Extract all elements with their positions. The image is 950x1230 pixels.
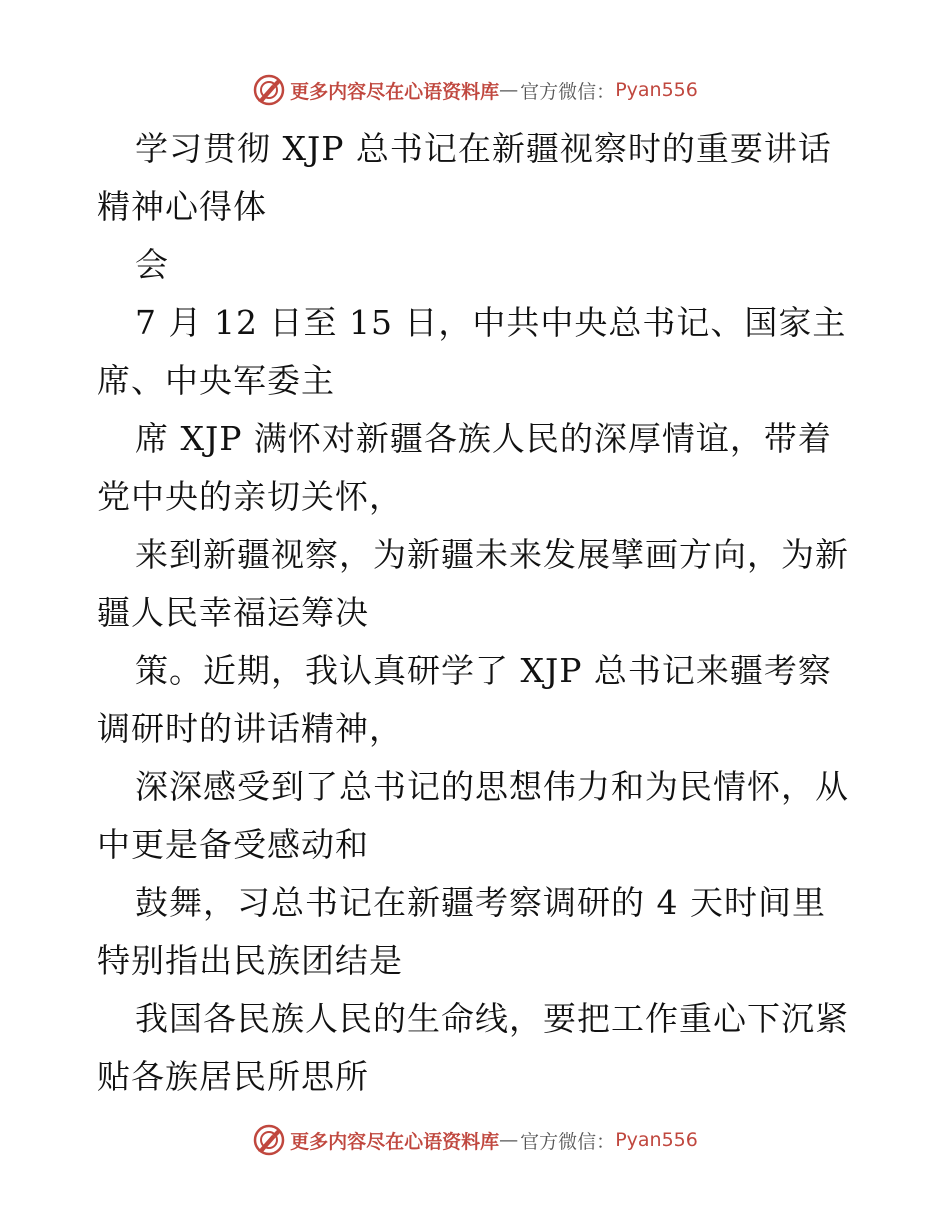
- body-line: 党中央的亲切关怀，: [97, 477, 403, 516]
- body-line: 鼓舞，习总书记在新疆考察调研的 4 天时间里: [135, 883, 826, 922]
- body-line: 学习贯彻 XJP 总书记在新疆视察时的重要讲话: [135, 129, 832, 168]
- watermark-dash: —: [499, 1129, 519, 1151]
- body-line: 深深感受到了总书记的思想伟力和为民情怀，从: [135, 767, 849, 806]
- pen-logo-icon: [252, 73, 286, 107]
- watermark-label: 官方微信：: [520, 1130, 616, 1153]
- watermark-dash: —: [499, 79, 519, 101]
- body-line: 来到新疆视察，为新疆未来发展擘画方向，为新: [135, 535, 849, 574]
- body-line: 会: [135, 245, 169, 284]
- body-line: 疆人民幸福运筹决: [97, 593, 369, 632]
- pen-logo-icon: [252, 1123, 286, 1157]
- header-watermark: [0, 70, 950, 110]
- body-line: 贴各族居民所思所: [97, 1057, 369, 1096]
- body-line: 特别指出民族团结是: [97, 941, 403, 980]
- body-line: 策。近期，我认真研学了 XJP 总书记来疆考察: [135, 651, 832, 690]
- watermark-id: Pyan556: [615, 79, 698, 101]
- footer-watermark: [0, 1120, 950, 1160]
- watermark-brand: 更多内容尽在心语资料库: [290, 1130, 500, 1153]
- body-line: 席、中央军委主: [97, 361, 335, 400]
- watermark-label: 官方微信：: [520, 80, 616, 103]
- document-body: [97, 120, 867, 1106]
- body-line: 调研时的讲话精神，: [97, 709, 403, 748]
- watermark-brand: 更多内容尽在心语资料库: [290, 80, 500, 103]
- body-line: 我国各民族人民的生命线，要把工作重心下沉紧: [135, 999, 849, 1038]
- watermark-id: Pyan556: [615, 1129, 698, 1151]
- body-line: 中更是备受感动和: [97, 825, 369, 864]
- body-line: 精神心得体: [97, 187, 267, 226]
- body-line: 席 XJP 满怀对新疆各族人民的深厚情谊，带着: [135, 419, 832, 458]
- body-line: 7 月 12 日至 15 日，中共中央总书记、国家主: [135, 303, 847, 342]
